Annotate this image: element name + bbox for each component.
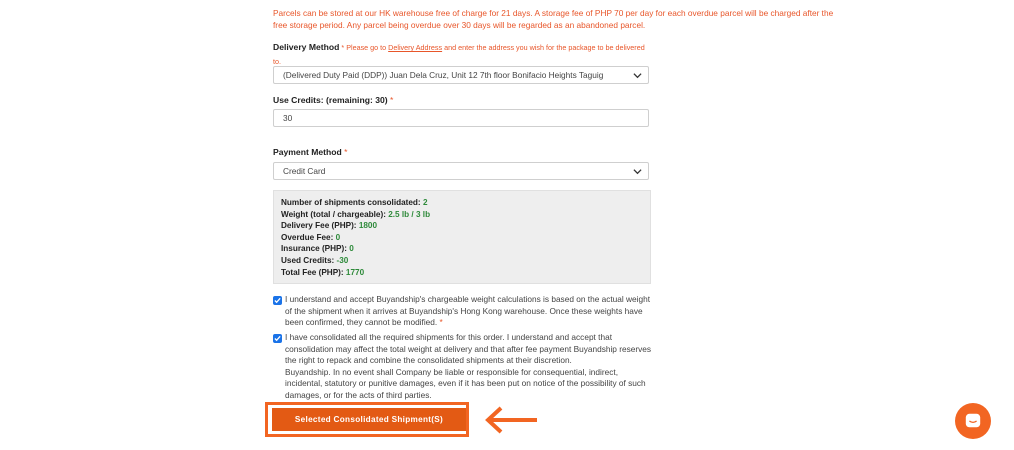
summary-value: 0 <box>335 232 341 242</box>
delivery-method-label: Delivery Method <box>273 42 340 52</box>
summary-row-weight <box>281 209 643 221</box>
fee-summary <box>273 190 651 284</box>
summary-label: Insurance (PHP): <box>281 244 347 254</box>
storage-notice-line-1: Parcels can be stored at our HK warehouse free of charge for 21 days. A storage fee of PHP 70 per day for each overdue parcel will be charged after the <box>273 8 834 18</box>
use-credits-value: 30 <box>283 113 293 123</box>
check-icon <box>274 297 281 304</box>
delivery-method-select[interactable] <box>273 66 649 84</box>
summary-label: Used Credits: <box>281 255 335 265</box>
delivery-address-link[interactable]: Delivery Address <box>388 43 443 52</box>
chevron-down-icon <box>633 72 642 79</box>
summary-label: Delivery Fee (PHP): <box>281 221 357 231</box>
weight-terms-text <box>285 294 655 329</box>
chat-launcher-button[interactable] <box>955 403 991 439</box>
consolidation-terms-text <box>285 332 655 402</box>
use-credits-input[interactable] <box>273 109 649 127</box>
use-credits-header <box>273 95 393 105</box>
check-icon <box>274 335 281 342</box>
required-marker: * <box>439 317 443 328</box>
use-credits-label: Use Credits: (remaining: 30) <box>273 95 388 105</box>
required-marker: * <box>390 95 394 105</box>
arrow-left-icon <box>483 405 539 435</box>
summary-row-insurance <box>281 243 643 255</box>
chevron-down-icon <box>633 168 642 175</box>
summary-value: 2 <box>422 198 428 207</box>
delivery-method-value: (Delivered Duty Paid (DDP)) Juan Dela Cruz, Unit 12 7th floor Bonifacio Heights Taguig <box>283 70 604 80</box>
delivery-method-header <box>273 40 653 69</box>
consolidation-terms-checkbox[interactable] <box>273 334 282 343</box>
summary-row-delivery-fee <box>281 220 643 232</box>
weight-terms-body: I understand and accept Buyandship's chargeable weight calculations is based on the actual weight of the shipment when it arrives at Buyandship's Hong Kong warehouse. Once these weights have been confirmed, they cannot be modified. <box>285 294 651 328</box>
payment-method-select[interactable] <box>273 162 649 180</box>
payment-method-header <box>273 147 348 157</box>
summary-label: Total Fee (PHP): <box>281 267 344 277</box>
summary-row-shipments <box>281 197 643 209</box>
summary-label: Weight (total / chargeable): <box>281 209 386 219</box>
summary-value: 1800 <box>358 221 378 231</box>
chat-bubble-icon <box>964 412 982 430</box>
storage-notice <box>273 7 853 31</box>
summary-row-used-credits <box>281 255 643 267</box>
weight-terms-checkbox[interactable] <box>273 296 282 305</box>
summary-label: Overdue Fee: <box>281 232 334 242</box>
required-marker: * <box>344 147 348 157</box>
payment-method-value: Credit Card <box>283 166 326 176</box>
consolidation-terms-part-2: Buyandship. In no event shall Company be liable or responsible for consequential, indirect, incidental, statutory or punitive damages, even if it has been put on notice of the possibility of such damages, or for the acts of third parties. <box>285 366 646 400</box>
summary-value: 0 <box>349 244 354 254</box>
delivery-hint-prefix: Please go to <box>346 43 387 52</box>
storage-notice-line-2: free storage period. Any parcel being overdue over 30 days will be regarded as an abandoned parcel. <box>273 20 646 30</box>
summary-label: Number of shipments consolidated: <box>281 198 421 207</box>
summary-value: 1770 <box>345 267 365 277</box>
summary-row-total-fee <box>281 267 643 279</box>
selected-consolidated-shipment-button[interactable]: Selected Consolidated Shipment(S) <box>272 408 466 431</box>
payment-method-label: Payment Method <box>273 147 342 157</box>
delivery-hint-suffix: and enter the address you wish for the package to be delivered to. <box>273 43 645 66</box>
required-marker: * <box>341 43 345 52</box>
summary-value: 2.5 lb / 3 lb <box>388 209 431 219</box>
summary-row-overdue-fee <box>281 232 643 244</box>
consolidation-terms-part-1: I have consolidated all the required shipments for this order. I understand and accept that consolidation may affect the total weight at delivery and that after fee payment Buyandship reserves the right to repack and combine the consolidated shipments at their discretion. <box>285 332 652 366</box>
summary-value: -30 <box>336 255 349 265</box>
